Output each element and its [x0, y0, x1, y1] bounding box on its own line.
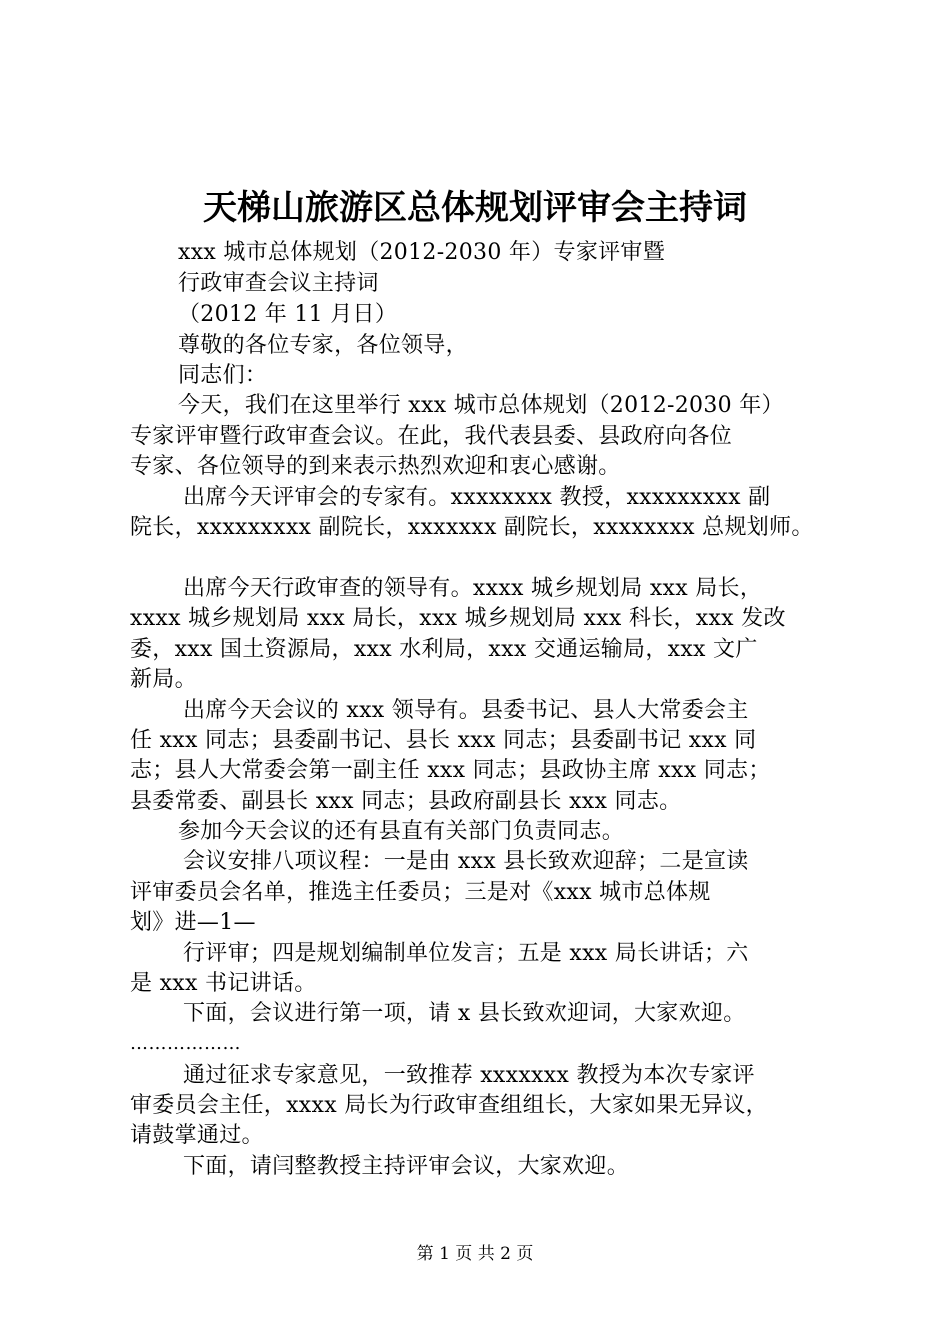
text-line: 通过征求专家意见，一致推荐 xxxxxxx 教授为本次专家评	[183, 1063, 755, 1088]
text-line: 下面，会议进行第一项，请 x 县长致欢迎词，大家欢迎。	[183, 1001, 746, 1026]
text-line: 尊敬的各位专家，各位领导，	[178, 333, 468, 358]
text-line: 划》进—1—	[130, 910, 256, 935]
text-line: 出席今天评审会的专家有。xxxxxxxx 教授，xxxxxxxxx 副	[183, 485, 771, 510]
text-line: 参加今天会议的还有县直有关部门负责同志。	[178, 819, 625, 844]
text-line: 下面，请闫整教授主持评审会议，大家欢迎。	[183, 1154, 630, 1179]
text-line: 院长，xxxxxxxxx 副院长，xxxxxxx 副院长，xxxxxxxx 总规划师。	[130, 515, 814, 540]
text-line: 今天，我们在这里举行 xxx 城市总体规划（2012-2030 年）	[178, 393, 784, 418]
text-line: xxx 城市总体规划（2012-2030 年）专家评审暨	[178, 240, 666, 265]
ellipsis-dots: ………………	[130, 1033, 241, 1054]
text-line: 是 xxx 书记讲话。	[130, 971, 317, 996]
text-line: 会议安排八项议程：一是由 xxx 县长致欢迎辞；二是宣读	[183, 849, 749, 874]
text-line: 出席今天会议的 xxx 领导有。县委书记、县人大常委会主	[183, 698, 749, 723]
text-line: 同志们：	[178, 363, 268, 388]
text-line: （2012 年 11 月日）	[178, 302, 398, 327]
text-line: 行评审；四是规划编制单位发言；五是 xxx 局长讲话；六	[183, 941, 749, 966]
text-line: 评审委员会名单，推选主任委员；三是对《xxx 城市总体规	[130, 880, 711, 905]
text-line: 委，xxx 国土资源局，xxx 水利局，xxx 交通运输局，xxx 文广	[130, 637, 758, 662]
document-title: 天梯山旅游区总体规划评审会主持词	[203, 188, 747, 228]
text-line: 志；县人大常委会第一副主任 xxx 同志；县政协主席 xxx 同志；	[130, 758, 771, 783]
text-line: 审委员会主任，xxxx 局长为行政审查组组长，大家如果无异议，	[130, 1093, 768, 1118]
text-line: 专家评审暨行政审查会议。在此，我代表县委、县政府向各位	[130, 424, 733, 449]
text-line: 专家、各位领导的到来表示热烈欢迎和衷心感谢。	[130, 454, 621, 479]
text-line: 县委常委、副县长 xxx 同志；县政府副县长 xxx 同志。	[130, 789, 682, 814]
text-line: 出席今天行政审查的领导有。xxxx 城乡规划局 xxx 局长，	[183, 576, 763, 601]
text-line: 行政审查会议主持词	[178, 271, 379, 296]
text-line: 新局。	[130, 667, 197, 692]
text-line: 请鼓掌通过。	[130, 1123, 264, 1148]
text-line: 任 xxx 同志；县委副书记、县长 xxx 同志；县委副书记 xxx 同	[130, 728, 757, 753]
text-line: xxxx 城乡规划局 xxx 局长，xxx 城乡规划局 xxx 科长，xxx 发改	[130, 606, 786, 631]
page-footer: 第 1 页 共 2 页	[416, 1244, 534, 1264]
